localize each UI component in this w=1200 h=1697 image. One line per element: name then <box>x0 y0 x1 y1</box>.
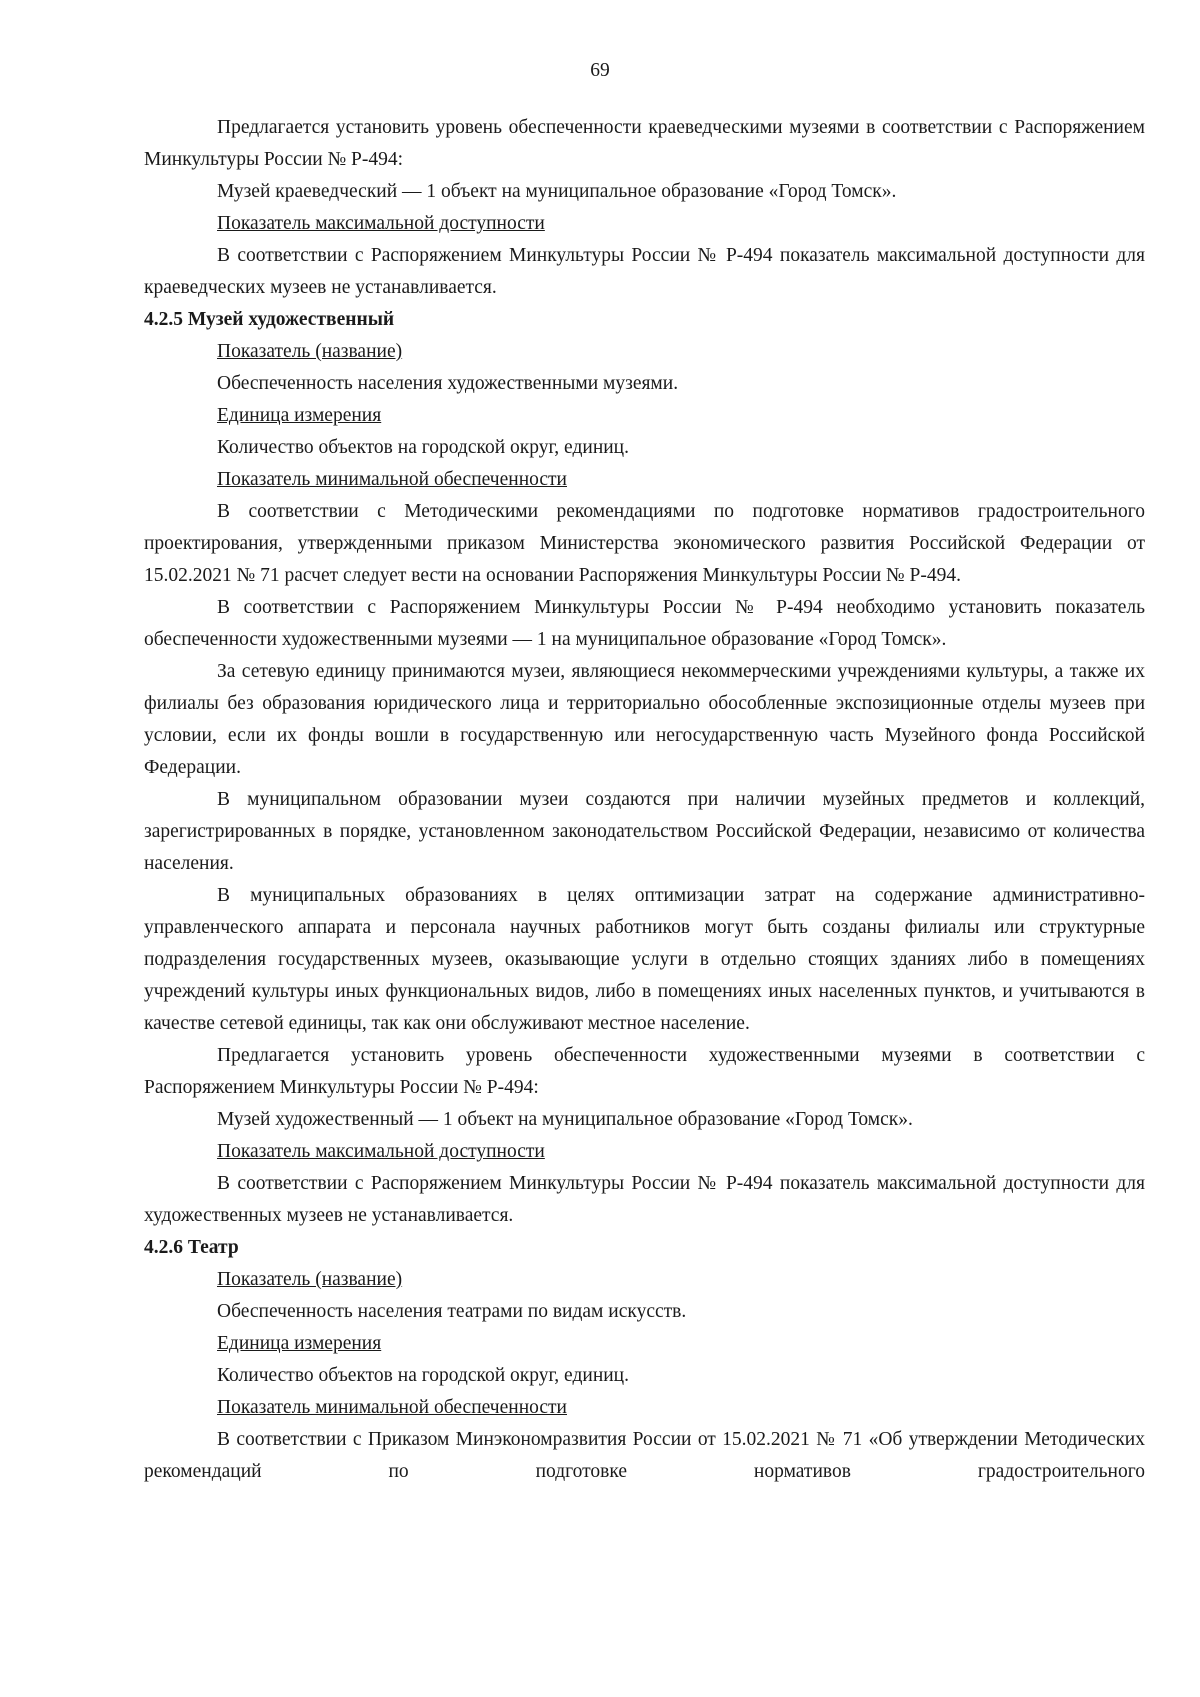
paragraph: В муниципальном образовании музеи создаются при наличии музейных предметов и коллекций, зарегистрированных в порядке, установленном законодательством Российской Федерации, независимо от количества населения. <box>144 789 1145 874</box>
paragraph: Обеспеченность населения театрами по видам искусств. <box>217 1301 687 1322</box>
subheading-underlined <box>144 464 1145 496</box>
underlined-label: Единица измерения <box>217 405 382 426</box>
subheading-underlined <box>144 336 1145 368</box>
paragraph: В соответствии с Распоряжением Минкультуры России № Р-494 показатель максимальной доступности для краеведческих музеев не устанавливается. <box>144 245 1145 298</box>
subheading-underlined <box>144 1136 1145 1168</box>
subheading-underlined <box>144 1264 1145 1296</box>
underlined-label: Показатель максимальной доступности <box>217 1141 545 1162</box>
paragraph: Обеспеченность населения художественными музеями. <box>217 373 679 394</box>
subheading-underlined <box>144 208 1145 240</box>
paragraph: В соответствии с Методическими рекомендациями по подготовке нормативов градостроительного проектирования, утвержденными приказом Министерства экономического развития Российской Федерации от 15.02.2021 № 71 расчет следует вести на основании Распоряжения Минкультуры России № Р-494. <box>144 501 1145 586</box>
paragraph: В соответствии с Распоряжением Минкультуры России № Р-494 необходимо установить показатель обеспеченности художественными музеями — 1 на муниципальное образование «Город Томск». <box>144 597 1145 650</box>
paragraph: Количество объектов на городской округ, единиц. <box>217 1365 629 1386</box>
paragraph: В муниципальных образованиях в целях оптимизации затрат на содержание административно-управленческого аппарата и персонала научных работников могут быть созданы филиалы или структурные подразделения государственных музеев, оказывающие услуги в отдельно стоящих зданиях либо в помещениях учреждений культуры иных функциональных видов, либо в помещениях иных населенных пунктов, и учитываются в качестве сетевой единицы, так как они обслуживают местное население. <box>144 885 1145 1034</box>
subheading-underlined <box>144 1328 1145 1360</box>
underlined-label: Показатель минимальной обеспеченности <box>217 1397 567 1418</box>
underlined-label: Показатель (название) <box>217 1269 403 1290</box>
paragraph: За сетевую единицу принимаются музеи, являющиеся некоммерческими учреждениями культуры, а также их филиалы без образования юридического лица и территориально обособленные экспозиционные отделы музеев при условии, если их фонды вошли в государственную или негосударственную часть Музейного фонда Российской Федерации. <box>144 661 1145 778</box>
paragraph: Музей краеведческий — 1 объект на муниципальное образование «Город Томск». <box>217 181 897 202</box>
underlined-label: Показатель минимальной обеспеченности <box>217 469 567 490</box>
subheading-underlined <box>144 400 1145 432</box>
paragraph: Количество объектов на городской округ, единиц. <box>217 437 629 458</box>
underlined-label: Показатель (название) <box>217 341 403 362</box>
paragraph: В соответствии с Распоряжением Минкультуры России № Р-494 показатель максимальной доступности для художественных музеев не устанавливается. <box>144 1173 1145 1226</box>
page-number: 69 <box>590 60 610 81</box>
underlined-label: Единица измерения <box>217 1333 382 1354</box>
paragraph: Предлагается установить уровень обеспеченности краеведческими музеями в соответствии с Распоряжением Минкультуры России № Р-494: <box>144 117 1145 170</box>
document-body <box>144 112 1145 1488</box>
section-heading: 4.2.6 Театр <box>144 1237 239 1258</box>
subheading-underlined <box>144 1392 1145 1424</box>
underlined-label: Показатель максимальной доступности <box>217 213 545 234</box>
paragraph: В соответствии с Приказом Минэкономразвития России от 15.02.2021 № 71 «Об утверждении Методических рекомендаций по подготовке нормативов градостроительного <box>144 1429 1145 1482</box>
paragraph: Предлагается установить уровень обеспеченности художественными музеями в соответствии с Распоряжением Минкультуры России № Р-494: <box>144 1045 1145 1098</box>
paragraph: Музей художественный — 1 объект на муниципальное образование «Город Томск». <box>217 1109 913 1130</box>
section-heading: 4.2.5 Музей художественный <box>144 309 395 330</box>
